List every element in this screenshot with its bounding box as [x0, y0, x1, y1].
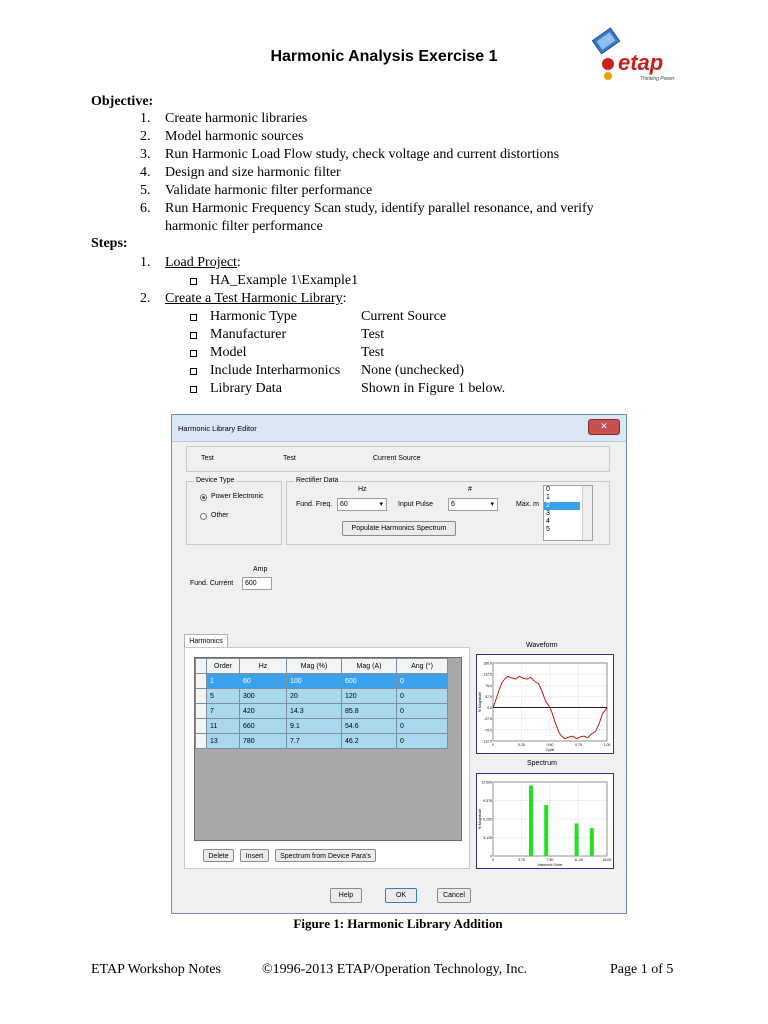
x-axis-label: Cycle	[545, 748, 555, 752]
y-axis-label: % Magnitude	[478, 808, 482, 830]
logo-tagline: Thinking Power	[640, 76, 675, 82]
list-item: 1. Create harmonic libraries	[140, 111, 308, 126]
footer-center: ©1996-2013 ETAP/Operation Technology, Inc.	[262, 962, 528, 977]
max-m-listbox[interactable]	[543, 485, 593, 541]
y-tick-label: 0	[490, 854, 492, 859]
list-item: 2. Model harmonic sources	[140, 129, 304, 144]
y-tick-label: 6.250	[483, 817, 492, 822]
steps-heading: Steps:	[91, 236, 128, 251]
fund-freq-label: Fund. Freq.	[296, 501, 333, 508]
hz-unit-label: Hz	[358, 486, 367, 493]
page-title: Harmonic Analysis Exercise 1	[270, 48, 498, 65]
spectrum-title: Spectrum	[527, 760, 557, 767]
list-item: Manufacturer Test	[190, 326, 590, 344]
pulse-unit-label: #	[468, 486, 472, 493]
list-item: 5. Validate harmonic filter performance	[140, 183, 373, 198]
column-header: Mag (%)	[287, 659, 342, 674]
header-model: Test	[283, 455, 296, 462]
x-tick-label: 11.25	[574, 858, 583, 862]
list-item: Model Test	[190, 344, 590, 362]
x-tick-label: 0.50	[546, 743, 554, 747]
column-header: Order	[207, 659, 240, 674]
spectrum-bar	[575, 823, 579, 856]
y-tick-label: 75.0	[485, 683, 492, 688]
step-2-items	[190, 308, 590, 398]
list-item[interactable]: 0	[546, 486, 550, 493]
spectrum-svg	[477, 774, 613, 868]
header-manufacturer: Test	[201, 455, 214, 462]
spectrum-bar	[590, 828, 594, 856]
close-button[interactable]: ✕	[588, 419, 620, 435]
tab-harmonics[interactable]: Harmonics	[184, 634, 228, 648]
help-button[interactable]: Help	[330, 888, 362, 903]
y-tick-label: -75.0	[484, 728, 492, 733]
column-header: Ang (°)	[397, 659, 448, 674]
step-1: 1. Load Project:	[140, 255, 241, 270]
objective-list	[140, 110, 700, 236]
y-tick-label: 150.0	[483, 661, 492, 666]
y-tick-label: 37.5	[485, 694, 492, 699]
list-item: 3. Run Harmonic Load Flow study, check voltage and current distortions	[140, 147, 560, 162]
list-item[interactable]: 1	[546, 494, 550, 501]
step-2: 2. Create a Test Harmonic Library:	[140, 291, 347, 306]
list-item: Include Interharmonics None (unchecked)	[190, 362, 590, 380]
y-tick-label: 9.375	[483, 799, 492, 803]
waveform-chart	[476, 654, 614, 754]
list-item: 6. Run Harmonic Frequency Scan study, identify parallel resonance, and verify harmonic filter performance	[140, 201, 594, 234]
input-pulse-select[interactable]: 6 ▾	[448, 498, 498, 511]
waveform-title: Waveform	[526, 642, 558, 649]
input-pulse-label: Input Pulse	[398, 501, 434, 508]
header-type: Current Source	[373, 455, 421, 462]
amp-unit-label: Amp	[253, 566, 268, 573]
x-tick-label: 0.75	[575, 743, 582, 747]
library-header	[186, 446, 610, 472]
harmonics-table	[195, 658, 448, 749]
footer-left: ETAP Workshop Notes	[91, 962, 221, 977]
listbox-scrollbar[interactable]	[582, 486, 592, 540]
other-label: Other	[211, 512, 229, 519]
etap-logo	[590, 24, 690, 90]
step-2-title: Create a Test Harmonic Library	[165, 291, 343, 306]
table-row[interactable]: 13 780 7.7 46.2 0	[196, 734, 448, 749]
list-item: 4. Design and size harmonic filter	[140, 165, 341, 180]
y-axis-label: % Magnitude	[478, 691, 482, 713]
x-tick-label: 15.00	[602, 858, 612, 862]
list-item[interactable]: 3	[546, 510, 550, 517]
harmonics-grid	[194, 657, 462, 841]
chevron-down-icon: ▾	[379, 501, 383, 508]
logo-text: etap	[618, 50, 664, 75]
x-tick-label: 1.00	[603, 743, 611, 747]
spectrum-bar	[529, 786, 533, 856]
delete-button[interactable]: Delete	[203, 849, 234, 862]
ok-button[interactable]: OK	[385, 888, 417, 903]
max-m-label: Max. m	[516, 501, 539, 508]
x-tick-label: 0	[492, 743, 494, 747]
insert-button[interactable]: Insert	[240, 849, 269, 862]
table-row[interactable]: 7 420 14.3 85.8 0	[196, 704, 448, 719]
spectrum-chart	[476, 773, 614, 869]
footer-right: Page 1 of 5	[610, 962, 674, 977]
list-item: HA_Example 1\Example1	[190, 272, 590, 290]
x-tick-label: 0.25	[518, 743, 525, 747]
y-tick-label: 112.5	[483, 672, 492, 677]
power-electronic-label: Power Electronic	[211, 493, 264, 500]
x-axis-label: Harmonic Order	[537, 863, 563, 867]
list-item-selected[interactable]: 2	[544, 502, 580, 510]
cancel-button[interactable]: Cancel	[437, 888, 471, 903]
y-tick-label: -37.5	[484, 717, 492, 722]
waveform-svg	[477, 655, 613, 753]
list-item[interactable]: 5	[546, 526, 550, 533]
column-header: Hz	[240, 659, 287, 674]
y-tick-label: 12.500	[481, 780, 492, 785]
step-1-title: Load Project	[165, 255, 237, 270]
chevron-down-icon: ▾	[490, 501, 494, 508]
spectrum-bar	[544, 805, 548, 856]
dialog-title-bar	[172, 415, 626, 442]
table-row[interactable]: 1 60 100 600 0	[196, 674, 448, 689]
other-radio[interactable]	[200, 513, 207, 520]
table-row[interactable]: 11 660 9.1 54.6 0	[196, 719, 448, 734]
table-row[interactable]: 5 300 20 120 0	[196, 689, 448, 704]
device-type-label: Device Type	[196, 477, 235, 484]
step-1-items	[190, 272, 590, 290]
fund-freq-select[interactable]: 60 ▾	[337, 498, 387, 511]
x-tick-label: 7.50	[546, 858, 554, 862]
spectrum-from-device-button[interactable]: Spectrum from Device Para's	[275, 849, 376, 862]
fund-current-label: Fund. Current	[190, 580, 234, 587]
list-item: Harmonic Type Current Source	[190, 308, 590, 326]
list-item[interactable]: 4	[546, 518, 550, 525]
objective-heading: Objective:	[91, 94, 154, 109]
y-tick-label: 3.125	[483, 836, 492, 840]
x-tick-label: 3.75	[518, 858, 525, 862]
power-electronic-radio[interactable]	[200, 494, 207, 501]
populate-harmonics-button[interactable]: Populate Harmonics Spectrum	[342, 521, 456, 536]
figure-caption: Figure 1: Harmonic Library Addition	[293, 916, 503, 931]
dialog-title: Harmonic Library Editor	[178, 424, 257, 433]
column-header: Mag (A)	[342, 659, 397, 674]
rectifier-data-label: Rectifier Data	[296, 477, 339, 484]
y-tick-label: -112.5	[482, 739, 492, 744]
x-tick-label: 0	[492, 858, 494, 862]
list-item: Library Data Shown in Figure 1 below.	[190, 380, 590, 398]
fund-current-input[interactable]: 600	[242, 577, 272, 590]
y-tick-label: 0.0	[487, 706, 492, 711]
